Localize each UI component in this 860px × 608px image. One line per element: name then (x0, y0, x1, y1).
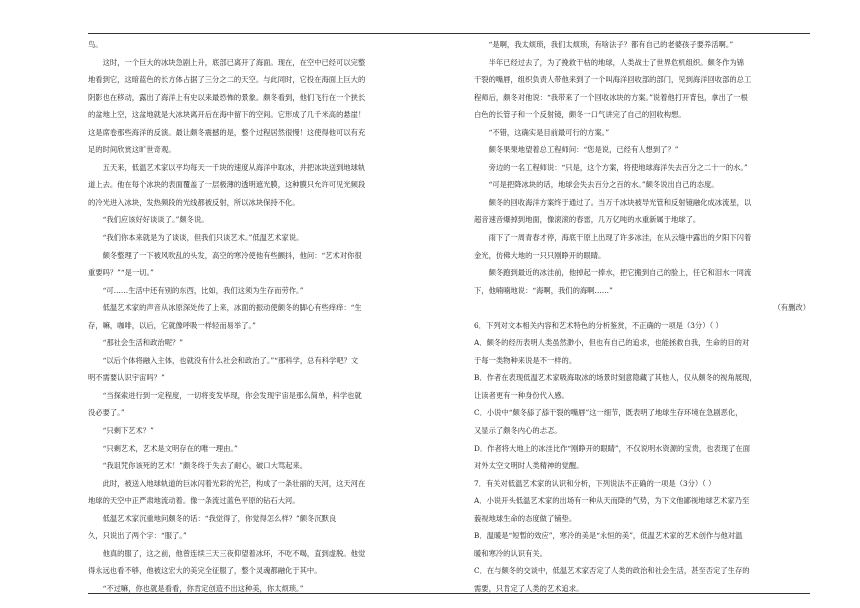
left-text-line: 明不需要认识宇宙吗？” (88, 373, 165, 383)
right-text-line: 7．有关对低温艺术家的认识和分析，下列说法不正确的一项是（3分）（ ） (474, 478, 716, 488)
header-rule (88, 33, 810, 34)
left-text-line: “我们你本来就是为了谈谈，但我们只谈艺术。”低温艺术家说。 (102, 233, 304, 243)
right-text-line: 超音速音爆掉到地面，像滚滚的春雷，几万亿吨的水重新属于地球了。 (474, 215, 701, 225)
left-text-line: 低温艺术家的声音从冰原深处传了上来，冰面的振动使颇冬的脚心有些痒痒：“生 (102, 303, 362, 313)
left-text-line: 他真的服了，这之前，他曾连续三天三夜仰望着冰环，不吃不喝，直到虚脱。他觉 (102, 548, 366, 558)
right-text-line: 颇冬的回收海洋方案终于通过了。当万千冰块被导光管和反射镜融化成冰流星，以 (488, 197, 752, 207)
left-text-line: 存，嘛，咖啡，以后，它就像呼吸一样轻而易举了。” (88, 320, 256, 330)
right-text-line: 颇冬跑到最近的冰洼前，他掉起一捧水，把它搬到自己的脸上，任它和泪水一同流 (488, 268, 752, 278)
left-text-line: 地球的天空中正严肃地流动着。像一条流过蓝色平原的钻石大河。 (88, 496, 300, 506)
left-text-line: 足的时间欣赏这旷世奇观。 (88, 145, 176, 155)
left-text-line: 阴影也在移动，露出了海洋上有史以来最恐怖的景象。颇冬看到，他们飞行在一个狭长 (88, 92, 366, 102)
left-text-line: “那社会生活和政治呢？” (102, 338, 184, 348)
left-text-line: 鸟。 (88, 40, 103, 49)
right-text-line: 对外太空文明时人类精神的觉醒。 (474, 461, 584, 471)
left-text-line: 这是席卷那些海洋的反演。最让颇冬震撼的是，整个过程居然很慢！这使得他可以有充 (88, 127, 366, 137)
right-text-line: “不错，这确实是目前最可行的方案。” (488, 127, 610, 137)
right-text-line: “可是把降冰块的话，地球会失去百分之百的水。”颇冬说出自己的态度。 (488, 180, 719, 190)
right-text-line: “是啊，我太烦琐，我们太烦琐，有啥法子？都有自己的老婆孩子要养活啊。” (488, 40, 734, 49)
left-text-line: 重要吗？”“是一切。” (88, 268, 154, 278)
left-text-line: 的冷光进入冰块，发热频段的光线都被反射，所以冰块保持不化。 (88, 197, 300, 207)
left-text-line: 五天来，低温艺术家以平均每天一千块的速度从海洋中取冰，并把冰块送到地球轨 (102, 162, 366, 172)
right-text-line: 6．下列对文本相关内容和艺术特色的分析鉴赏，不正确的一项是（3分）（ ） (474, 320, 723, 330)
left-text-line: “当探索进行到一定程度，一切将变发毕现，你会发现宇宙是那么简单，科学也就 (102, 390, 362, 400)
right-text-line: 下，他喃喃地说：“海啊，我们的海啊……” (474, 285, 613, 295)
right-text-line: 雨下了一周青春才停，海底干原上出现了许多冰洼，在从云缝中露出的夕阳下闪着 (488, 233, 752, 243)
source-note: （有删改） (773, 303, 810, 313)
left-text-line: 得永远也看不够，他被这宏大的美完全征服了，整个灵魂都融化于其中。 (88, 566, 322, 576)
left-text-line: “以后个体将融入主体，也就没有什么社会和政治了。”“那科学，总有科学吧？文 (102, 355, 359, 365)
right-text-line: C．在与颇冬的交谈中，低温艺术家否定了人类的政治和社会生活，甚至否定了生存的 (474, 566, 750, 576)
right-text-line: 需要，只肯定了人类的艺术追求。 (474, 583, 584, 593)
right-text-line: 干裂的嘴唇，组织负责人带他来到了一个叫海洋回收部的部门，见到海洋回收部的总工 (474, 75, 752, 85)
right-text-line: 白色的长管子和一个反射镜，颇冬一口气讲完了自己的回收构想。 (474, 110, 686, 120)
left-text-line: “我诅咒你该死的艺术！”颇冬终于失去了耐心，破口大骂起来。 (102, 461, 308, 471)
right-text-line: A．颇冬的经历表明人类虽然渺小，但也有自己的追求，也能拯救自我，生命的目的对 (474, 338, 750, 348)
footer-rule (88, 593, 810, 594)
left-text-line: 低温艺术家沉重地问颇冬的话：“我觉得了，你觉得怎么样？”颇冬沉默良 (102, 513, 337, 523)
left-text-line: 此时，被送入地球轨道的巨冰闪着光彩的光芒，构成了一条壮丽的天河，这天河在 (102, 478, 366, 488)
right-text-line: 金光，仿佛大地的一只只刚睁开的眼睛。 (474, 250, 606, 260)
left-text-line: 没必要了。” (88, 408, 125, 418)
left-text-line: “不过嘛，你也就是看看，你肯定创造不出这种美，你太烦琐。” (102, 583, 304, 593)
right-text-line: B．温暖是“短暂的效应”，寒冷的美是“永恒的美”，低温艺术家的艺术创作与他对温 (474, 531, 743, 541)
right-text-line: D．作者将大地上的冰洼比作“刚睁开的眼睛”，不仅说明水资源的宝贵，也表现了在面 (474, 443, 750, 453)
right-text-line: A．小说开头低温艺术家的出场有一种从天而降的气势，为下文他鄙视地球艺术家乃至 (474, 496, 750, 506)
right-text-line: 藐视地球生命的态度做了铺垫。 (474, 513, 577, 523)
right-text-line: 暖和寒冷的认识有关。 (474, 548, 547, 558)
right-text-line: 又显示了颇冬内心的忐忑。 (474, 426, 562, 436)
left-text-line: 的盆地上空，这盆地就是大冰块离开后在海中留下的空间。它形成了几千米高的悬崖！ (88, 110, 366, 120)
right-text-line: 程师后，颇冬对他说：“我带来了一个回收冰块的方案。”说着他打开背包，拿出了一根 (474, 92, 748, 102)
right-text-line: B．作者在表现低温艺术家吸海取冰的场景时刻意隐藏了其他人，仅从颇冬的视角展现， (474, 373, 757, 383)
left-text-line: “我们应该好好谈谈了。”颇冬说。 (102, 215, 209, 225)
left-text-line: 地看到它，这暗蓝色的长方体占据了三分之二的天空。与此同时，它投在海面上巨大的 (88, 75, 366, 85)
right-text-line: 旁边的一名工程师说：“只是，这个方案，将使地球海洋失去百分之二十一的水。” (488, 162, 748, 172)
right-text-line: 颇冬果果地望着总工程师问：“您是说，已经有人想到了？” (488, 145, 679, 155)
left-text-line: “只剩下艺术？” (102, 426, 154, 436)
right-text-line: 半年已经过去了，为了挽救干枯的地球，人类战士了世界危机组织。颇冬作为锦 (488, 57, 744, 67)
right-text-line: C．小说中“颇冬舔了舔干裂的嘴唇”这一细节，既表明了地球生存环境在急剧恶化， (474, 408, 743, 418)
left-text-line: 道上去。他在每个冰块的表面覆盖了一层极薄的透明遮光膜，这种膜只允许可见光频段 (88, 180, 366, 190)
left-text-line: 颇冬整理了一下被风吹乱的头发，高空的寒冷使他有些颤抖，他问：“艺术对你很 (102, 250, 362, 260)
left-text-line: 久，只说出了两个字：“服了。” (88, 531, 187, 541)
right-text-line: 于每一类物种来说是不一样的。 (474, 355, 577, 365)
left-text-line: “可……生活中还有别的东西，比如，我们这须为生存而劳作。” (102, 285, 304, 295)
right-column (474, 36, 814, 598)
left-column (88, 36, 428, 598)
left-text-line: “只剩艺术，艺术是文明存在的唯一理由。” (102, 443, 238, 453)
right-text-line: 让读者更有一种身份代入感。 (474, 390, 569, 400)
left-text-line: 这时，一个巨大的冰块急剧上升，底部已离开了海面。现在，在空中已经可以完整 (102, 57, 366, 67)
